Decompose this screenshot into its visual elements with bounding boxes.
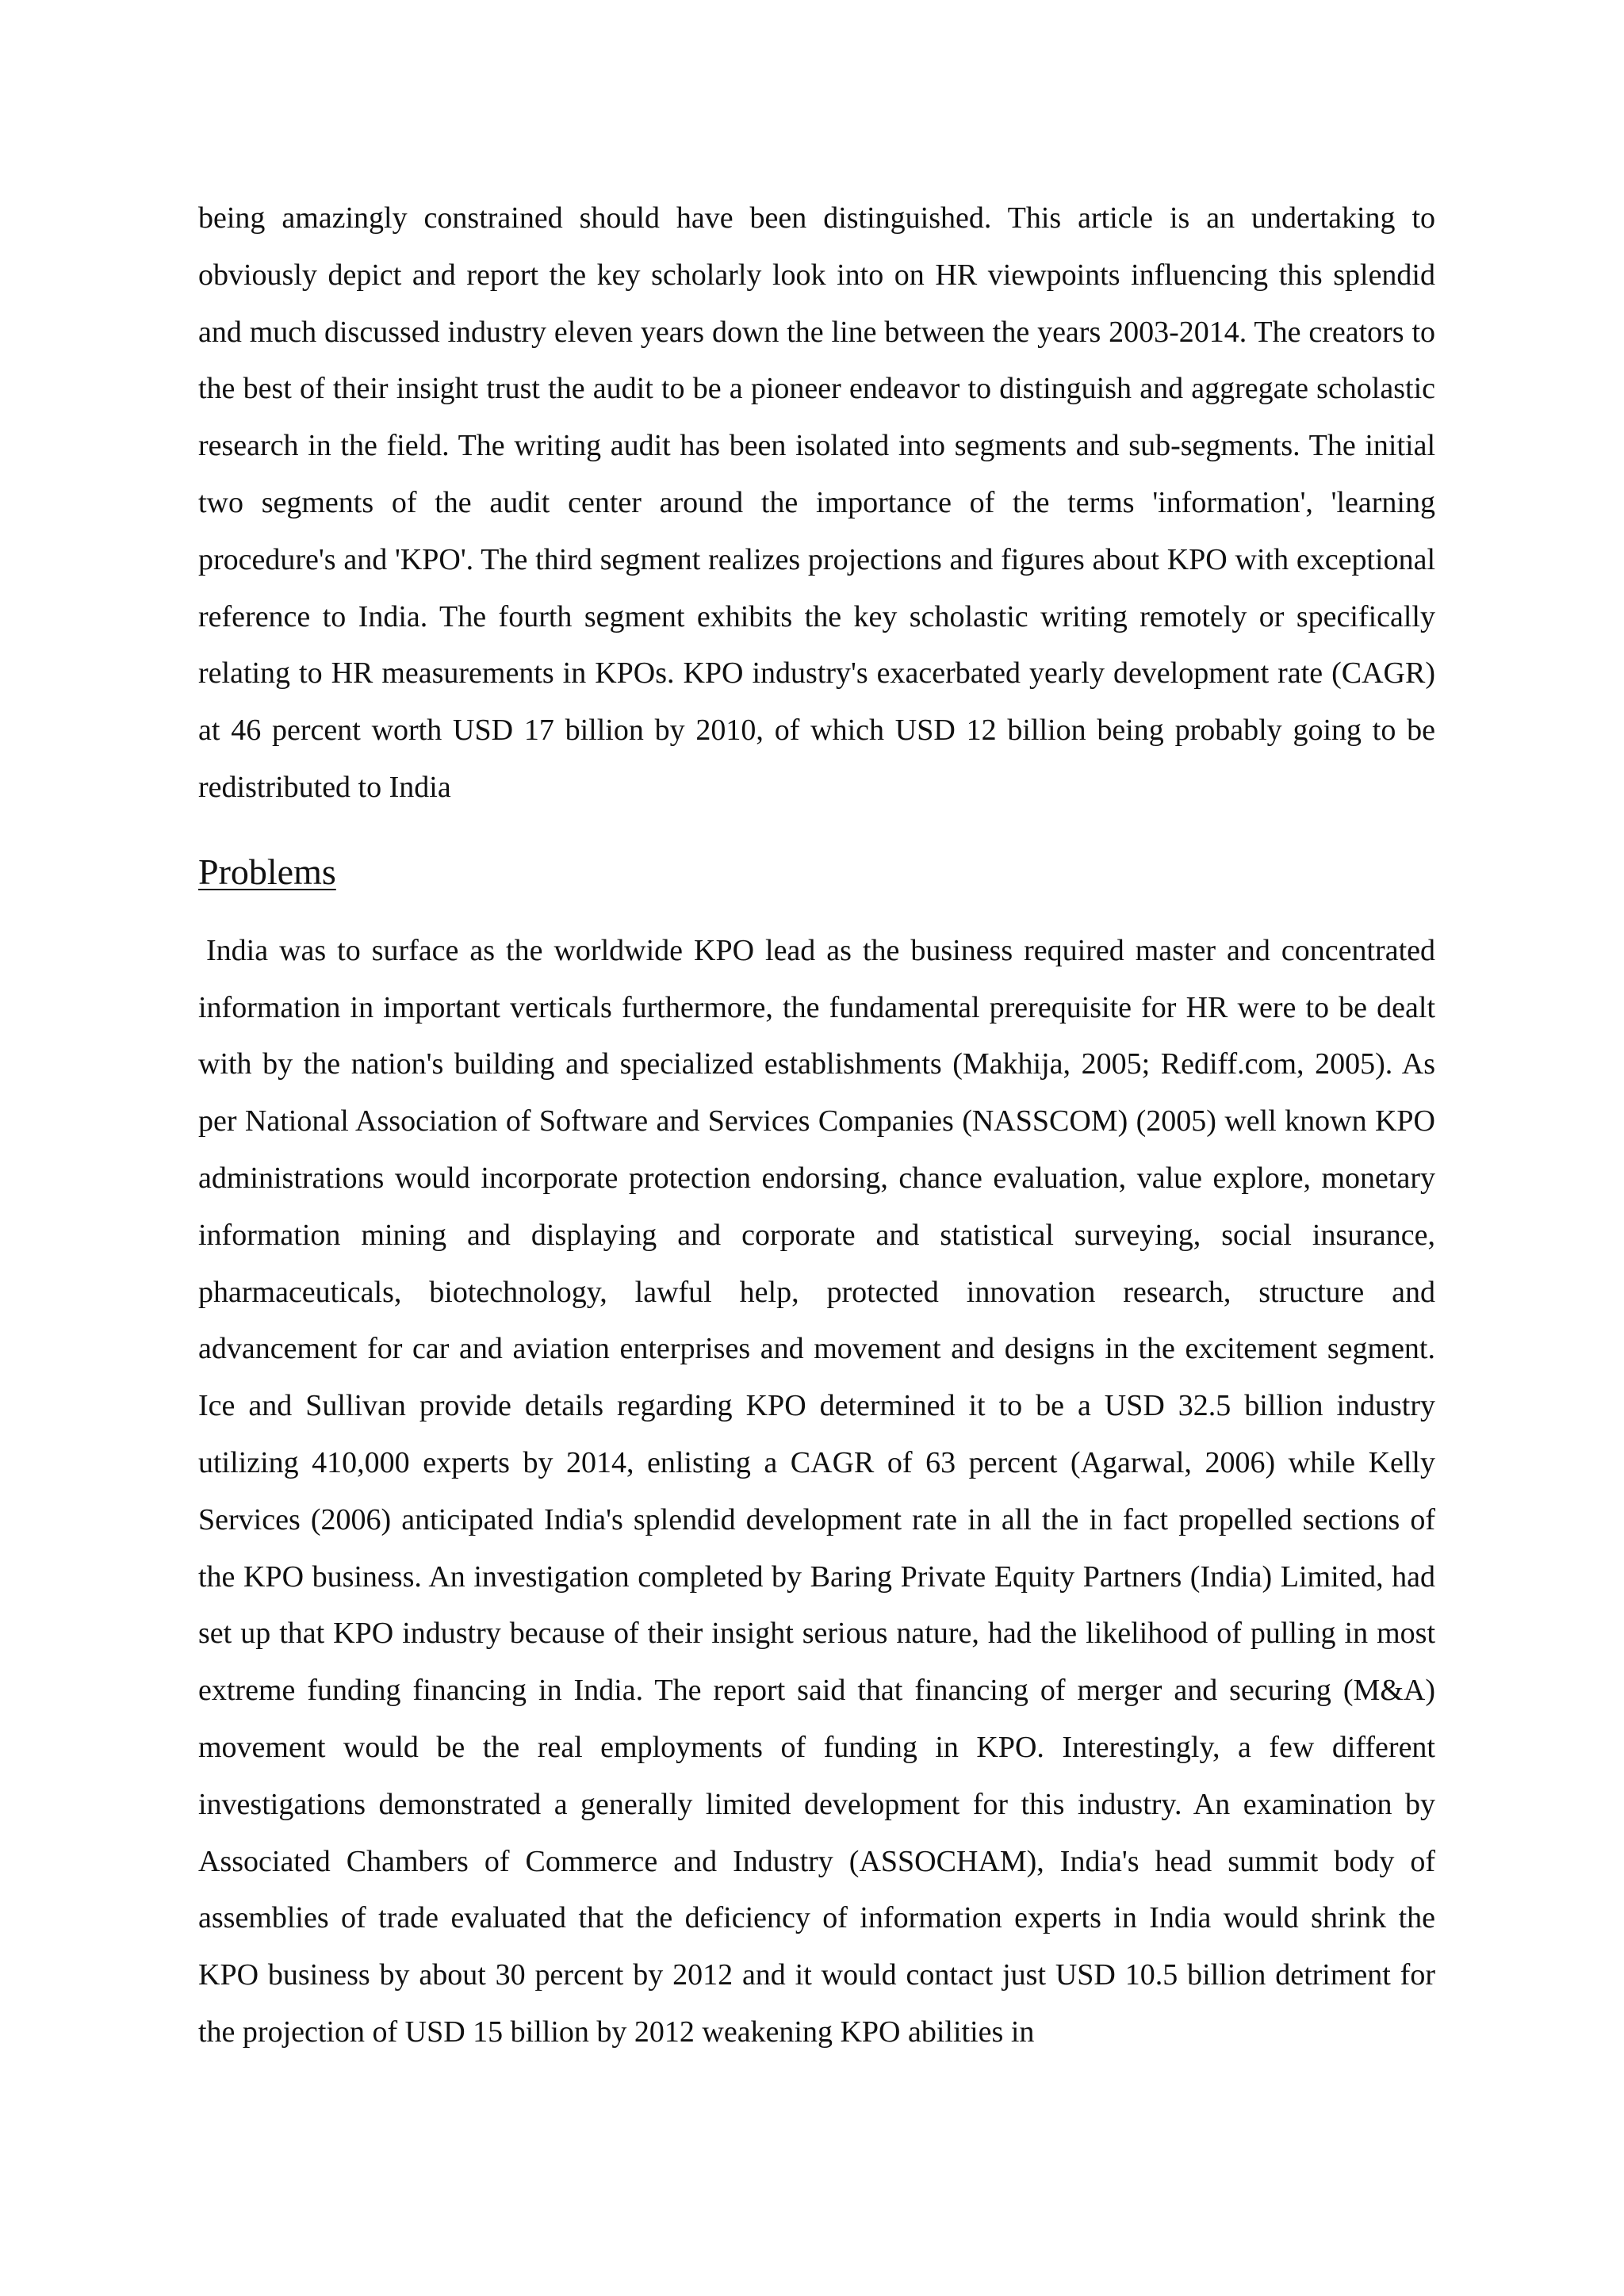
section-heading-problems: Problems xyxy=(198,851,336,892)
body-paragraph-problems: India was to surface as the worldwide KPO lead as the business required master and concentrated information in important verticals furthermore, the fundamental prerequisite for HR were to be dealt with by the nation's building and specialized establishments (Makhija, 2005; Rediff.com, 2005). As per National Association of Software and Services Companies (NASSCOM) (2005) well known KPO administrations would incorporate protection endorsing, chance evaluation, value explore, monetary information mining and displaying and corporate and statistical surveying, social insurance, pharmaceuticals, biotechnology, lawful help, protected innovation research, structure and advancement for car and aviation enterprises and movement and designs in the excitement segment. Ice and Sullivan provide details regarding KPO determined it to be a USD 32.5 billion industry utilizing 410,000 experts by 2014, enlisting a CAGR of 63 percent (Agarwal, 2006) while Kelly Services (2006) anticipated India's splendid development rate in all the in fact propelled sections of the KPO business. An investigation completed by Baring Private Equity Partners (India) Limited, had set up that KPO industry because of their insight serious nature, had the likelihood of pulling in most extreme funding financing in India. The report said that financing of merger and securing (M&A) movement would be the real employments of funding in KPO. Interestingly, a few different investigations demonstrated a generally limited development for this industry. An examination by Associated Chambers of Commerce and Industry (ASSOCHAM), India's head summit body of assemblies of trade evaluated that the deficiency of information experts in India would shrink the KPO business by about 30 percent by 2012 and it would contact just USD 10.5 billion detriment for the projection of USD 15 billion by 2012 weakening KPO abilities in xyxy=(198,933,1435,2049)
body-paragraph-intro: being amazingly constrained should have been distinguished. This article is an undertaking to obviously depict and report the key scholarly look into on HR viewpoints influencing this splendid and much discussed industry eleven years down the line between the years 2003-2014. The creators to the best of their insight trust the audit to be a pioneer endeavor to distinguish and aggregate scholastic research in the field. The writing audit has been isolated into segments and sub-segments. The initial two segments of the audit center around the importance of the terms 'information', 'learning procedure's and 'KPO'. The third segment realizes projections and figures about KPO with exceptional reference to India. The fourth segment exhibits the key scholastic writing remotely or specifically relating to HR measurements in KPOs. KPO industry's exacerbated yearly development rate (CAGR) at 46 percent worth USD 17 billion by 2010, of which USD 12 billion being probably going to be redistributed to India xyxy=(198,201,1435,804)
document-body xyxy=(198,190,1435,2061)
